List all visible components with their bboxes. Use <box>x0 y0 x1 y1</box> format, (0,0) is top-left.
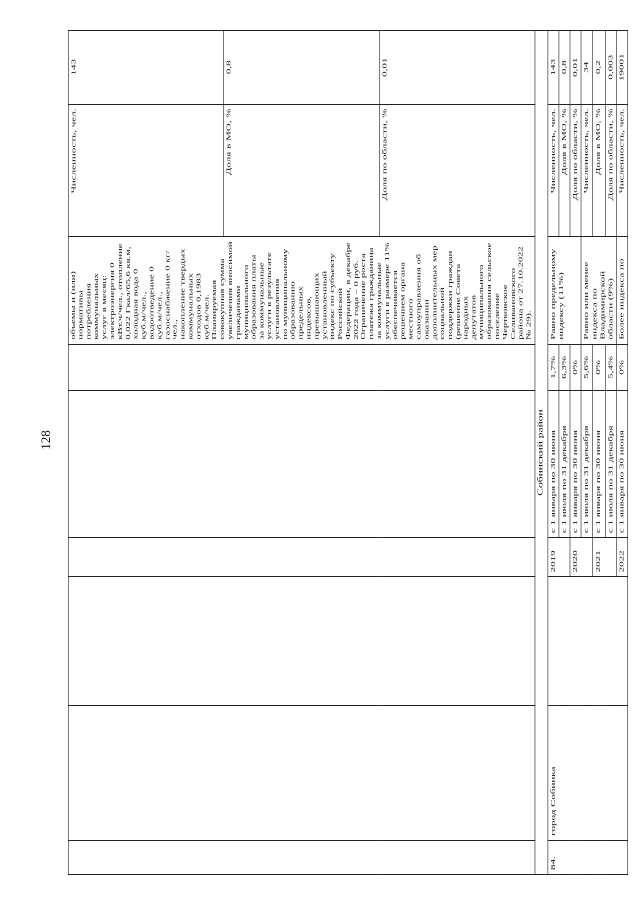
cell-name-empty <box>68 705 535 840</box>
table-body <box>68 31 628 875</box>
metric-value: 143 <box>548 31 559 105</box>
table-row <box>535 31 548 875</box>
description-line: Ограничение роста платежа гражданина за коммунальные <box>360 247 384 340</box>
cell-pct-empty <box>68 344 535 391</box>
metric-value: 143 <box>68 31 224 105</box>
metric-value: 0,2 <box>592 31 605 105</box>
period-cell: с 1 июля по 31 декабря <box>606 391 617 538</box>
period-cell: с 1 января по 30 июня <box>548 391 559 538</box>
index-group-label: Равно или менее индекса по Владимирской области (9%) <box>581 236 616 344</box>
table-row <box>68 31 224 875</box>
period-cell: с 1 января по 30 июня <box>570 391 581 538</box>
table-row <box>548 31 559 875</box>
cell-blank <box>68 577 535 706</box>
description-line: объемы и (или) нормативы потребления коммунальных <box>69 271 101 340</box>
description-line: услуг в месяц: электроэнергия 0 кВт.ч/чел., отопление <box>101 243 124 340</box>
period-cell: с 1 июля по 31 декабря <box>581 391 592 538</box>
cell-blank <box>548 577 628 706</box>
metric-value: 0,8 <box>559 31 570 105</box>
metric-label: Доля в МО, % <box>592 104 605 236</box>
metric-label: Доля по области, % <box>606 104 617 236</box>
metric-value: 0,01 <box>379 31 535 105</box>
metric-label: Численность, чел. <box>68 104 224 236</box>
description-line: водоотведение 0 куб.м/чел., газоснабжение 0 кг/чел., <box>148 250 179 340</box>
description-line: Планируемая совокупная сумма увеличения вносимой <box>211 241 234 340</box>
year-cell: 2021 <box>592 538 616 577</box>
index-group-label: Более индекса по <box>617 236 628 344</box>
index-group-label: Равно предельному индексу (11%) <box>548 236 582 344</box>
description-text <box>70 241 534 340</box>
period-cell: с 1 января по 30 июня <box>592 391 605 538</box>
metric-label: Доля в МО, % <box>224 104 380 236</box>
metric-value: 34 <box>581 31 592 105</box>
period-cell: с 1 января по 30 июня <box>617 391 628 538</box>
description-line: услуги в размере 11% обеспечивается решением органа <box>384 242 407 340</box>
metric-value: 19001 <box>617 31 628 105</box>
cell-num-empty <box>68 840 535 874</box>
description-line: за коммунальные услуги в результате установления <box>258 252 281 340</box>
year-cell: 2019 <box>548 538 570 577</box>
description-line: гражданами муниципального образования платы <box>234 254 258 340</box>
percent-cell: 1,7% <box>548 344 559 391</box>
metric-label: Доля по области, % <box>379 104 535 236</box>
description-cell <box>68 236 535 344</box>
description-line: депутатов муниципального образования сельское поселение <box>470 242 501 340</box>
entry-number: 84. <box>548 840 628 874</box>
metric-value: 0,01 <box>570 31 581 105</box>
cell-period-empty <box>68 391 535 538</box>
description-line: накопление твердых коммунальных отходов 0,1983 <box>179 248 203 340</box>
municipality-name: город Собинка <box>548 705 628 840</box>
rotated-table-frame <box>68 30 640 870</box>
percent-cell: 5,6% <box>581 344 592 391</box>
description-line: социальной поддержки граждан (решение Совета народных <box>439 250 470 340</box>
landscape-table <box>68 30 626 875</box>
period-cell: с 1 июля по 31 декабря <box>559 391 570 538</box>
region-header: Собинский район <box>535 31 548 875</box>
metric-label: Численность, чел. <box>617 104 628 236</box>
page-number: 128 <box>37 430 53 450</box>
metric-label: Численность, чел. <box>548 104 559 236</box>
metric-label: Численность, чел. <box>581 104 592 236</box>
year-cell: 2022 <box>617 538 628 577</box>
description-line: куб.м/чел. <box>203 294 211 340</box>
year-cell: 2020 <box>570 538 592 577</box>
description-line: по муниципальному образованию предельных индексов, <box>282 248 313 340</box>
percent-cell: 0% <box>592 344 605 391</box>
metric-label: Доля по области, % <box>570 104 581 236</box>
description-line: местного самоуправления об оказании дополнительных мер <box>407 245 439 340</box>
description-line: Российской Федерации, в декабре 2022 года – 0 руб. <box>337 242 360 340</box>
metric-label: Доля в МО, % <box>559 104 570 236</box>
data-table <box>68 30 628 875</box>
percent-cell: 0% <box>570 344 581 391</box>
percent-cell: 5,4% <box>606 344 617 391</box>
percent-cell: 0% <box>617 344 628 391</box>
metric-value: 0,8 <box>224 31 380 105</box>
description-line: Чертковское Селивановского района от 27.10.2022 № 29). <box>502 246 533 340</box>
description-line: 0,022 Гкал/65,6 кв.м, холодная вода 0 куб.м/чел., <box>124 246 148 340</box>
description-line: превышающих установленный индекс по субъекту <box>313 253 336 340</box>
percent-cell: 6,3% <box>559 344 570 391</box>
metric-value: 0,003 <box>606 31 617 105</box>
cell-year-empty <box>68 538 535 577</box>
